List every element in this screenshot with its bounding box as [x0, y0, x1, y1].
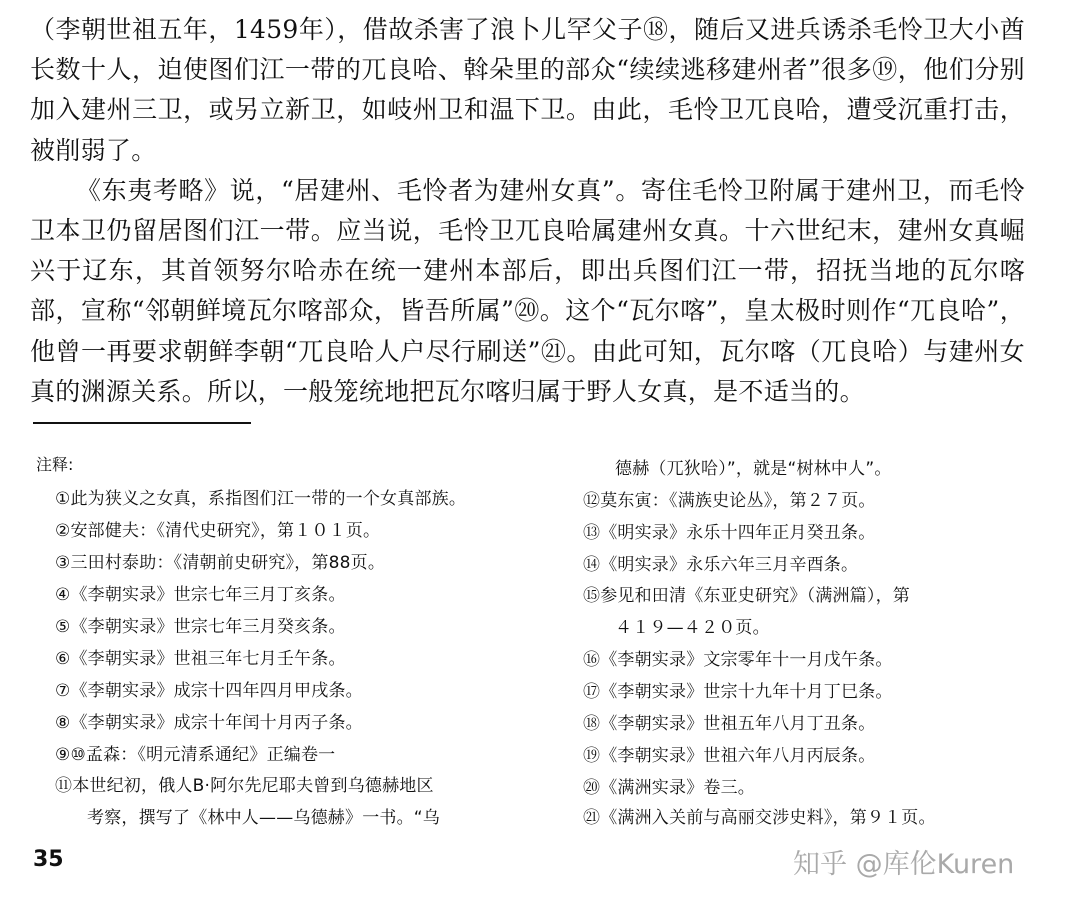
note-8: ⑧《李朝实录》成宗十年闰十月丙子条。: [55, 713, 363, 733]
note-17: ⑰《李朝实录》世宗十九年十月丁巳条。: [583, 682, 893, 702]
note-6: ⑥《李朝实录》世祖三年七月壬午条。: [55, 649, 346, 669]
note-18: ⑱《李朝实录》世祖五年八月丁丑条。: [583, 714, 876, 734]
note-4: ④《李朝实录》世宗七年三月丁亥条。: [55, 585, 346, 605]
note-3: ③三田村泰助：《清朝前史研究》，第88页。: [55, 553, 386, 573]
note-2: ②安部健夫：《清代史研究》，第１０１页。: [55, 521, 381, 541]
note-20: ⑳《满洲实录》卷三。: [583, 778, 755, 798]
note-5: ⑤《李朝实录》世宗七年三月癸亥条。: [55, 617, 346, 637]
paragraph-2: 《东夷考略》说，“居建州、毛怜者为建州女真”。寄住毛怜卫附属于建州卫，而毛怜卫本卫仍留居图们江一带。应当说，毛怜卫兀良哈属建州女真。十六世纪末，建州女真崛兴于辽东，其首领努尔哈赤在统一建州本部后，即出兵图们江一带，招抚当地的瓦尔喀部，宣称“邻朝鲜境瓦尔喀部众，皆吾所属”⑳。这个“瓦尔喀”，皇太极时则作“兀良哈”，他曾一再要求朝鲜李朝“兀良哈人户尽行刷送”㉑。由此可知，瓦尔喀（兀良哈）与建州女真的渊源关系。所以，一般笼统地把瓦尔喀归属于野人女真，是不适当的。: [30, 175, 1025, 406]
note-11-continued: 考察，撰写了《林中人——乌德赫》一书。“乌: [87, 808, 441, 828]
note-16: ⑯《李朝实录》文宗零年十一月戊午条。: [583, 650, 893, 670]
note-21: ㉑《满洲入关前与高丽交涉史料》，第９１页。: [583, 808, 936, 828]
note-11-end: 德赫（兀狄哈）”，就是“树林中人”。: [615, 459, 892, 479]
note-12: ⑫莫东寅：《满族史论丛》，第２７页。: [583, 491, 876, 511]
notes-right-column: [583, 0, 1003, 902]
note-13: ⑬《明实录》永乐十四年正月癸丑条。: [583, 523, 876, 543]
watermark: 知乎 @库伦Kuren: [793, 849, 1015, 880]
note-15-continued: ４１９—４２０页。: [615, 618, 770, 638]
note-14: ⑭《明实录》永乐六年三月辛酉条。: [583, 555, 859, 575]
note-11: ⑪本世纪初，俄人B·阿尔先尼耶夫曾到乌德赫地区: [55, 776, 434, 796]
notes-left-column: [55, 0, 535, 902]
notes-title: 注释:: [36, 455, 74, 474]
paragraph-1: （李朝世祖五年，1459年），借故杀害了浪卜儿罕父子⑱，随后又进兵诱杀毛怜卫大小酋长数十人，迫使图们江一带的兀良哈、斡朵里的部众“续续逃移建州者”很多⑲，他们分别加入建州三卫，或另立新卫，如岐州卫和温下卫。由此，毛怜卫兀良哈，遭受沉重打击，被削弱了。: [30, 15, 1025, 165]
note-15: ⑮参见和田清《东亚史研究》（满洲篇），第: [583, 586, 910, 606]
page-number: 35: [33, 847, 64, 872]
note-9-10: ⑨⑩孟森：《明元清系通纪》正编卷一: [55, 745, 336, 765]
note-7: ⑦《李朝实录》成宗十四年四月甲戌条。: [55, 681, 363, 701]
note-19: ⑲《李朝实录》世祖六年八月丙辰条。: [583, 746, 876, 766]
note-1: ①此为狭义之女真，系指图们江一带的一个女真部族。: [55, 489, 467, 509]
